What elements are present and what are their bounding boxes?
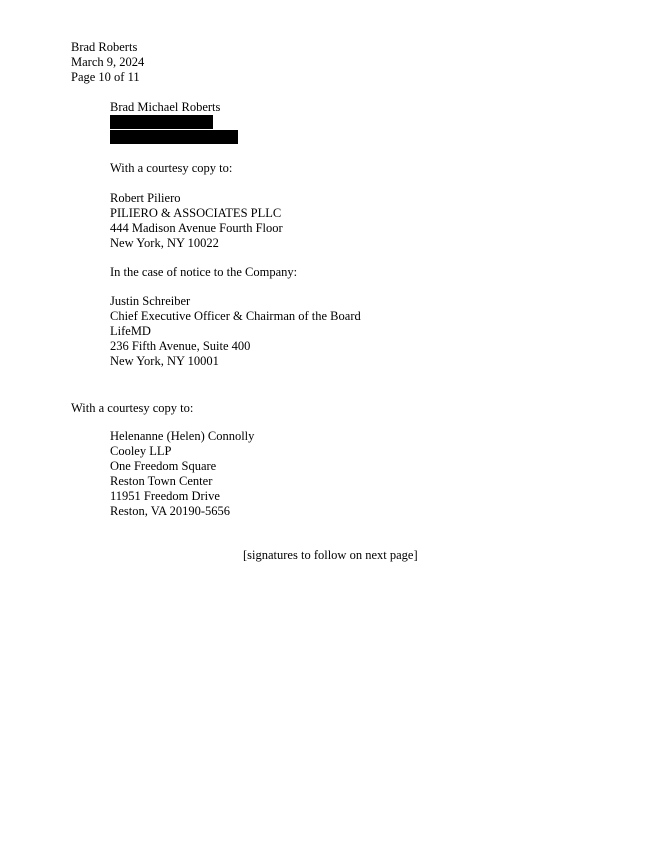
company-notice-label: In the case of notice to the Company: (110, 265, 298, 279)
address-line: Justin Schreiber (110, 294, 191, 308)
courtesy-copy-label: With a courtesy copy to: (110, 161, 233, 175)
address-line: Robert Piliero (110, 191, 181, 205)
redaction-bar (110, 130, 238, 144)
address-line: Cooley LLP (110, 444, 172, 458)
header-date: March 9, 2024 (71, 55, 145, 69)
cooley-address-block (110, 429, 254, 519)
address-line: Helenanne (Helen) Connolly (110, 429, 255, 443)
address-line: Reston, VA 20190-5656 (110, 504, 231, 518)
addressee-block (110, 100, 238, 145)
header-name: Brad Roberts (71, 40, 138, 54)
redaction-bar (110, 115, 213, 129)
address-line: Reston Town Center (110, 474, 213, 488)
address-line: LifeMD (110, 324, 151, 338)
address-line: 11951 Freedom Drive (110, 489, 220, 503)
address-line: 236 Fifth Avenue, Suite 400 (110, 339, 251, 353)
company-address-block (110, 294, 361, 369)
address-line: One Freedom Square (110, 459, 217, 473)
addressee-name: Brad Michael Roberts (110, 100, 221, 114)
piliero-address-block (110, 191, 283, 251)
address-line: Chief Executive Officer & Chairman of the Board (110, 309, 361, 323)
address-line: New York, NY 10001 (110, 354, 219, 368)
header-page-number: Page 10 of 11 (71, 70, 140, 84)
courtesy-copy-label: With a courtesy copy to: (71, 401, 194, 415)
page-header (71, 40, 144, 85)
address-line: 444 Madison Avenue Fourth Floor (110, 221, 283, 235)
signatures-note: [signatures to follow on next page] (243, 548, 418, 562)
address-line: New York, NY 10022 (110, 236, 219, 250)
address-line: PILIERO & ASSOCIATES PLLC (110, 206, 282, 220)
